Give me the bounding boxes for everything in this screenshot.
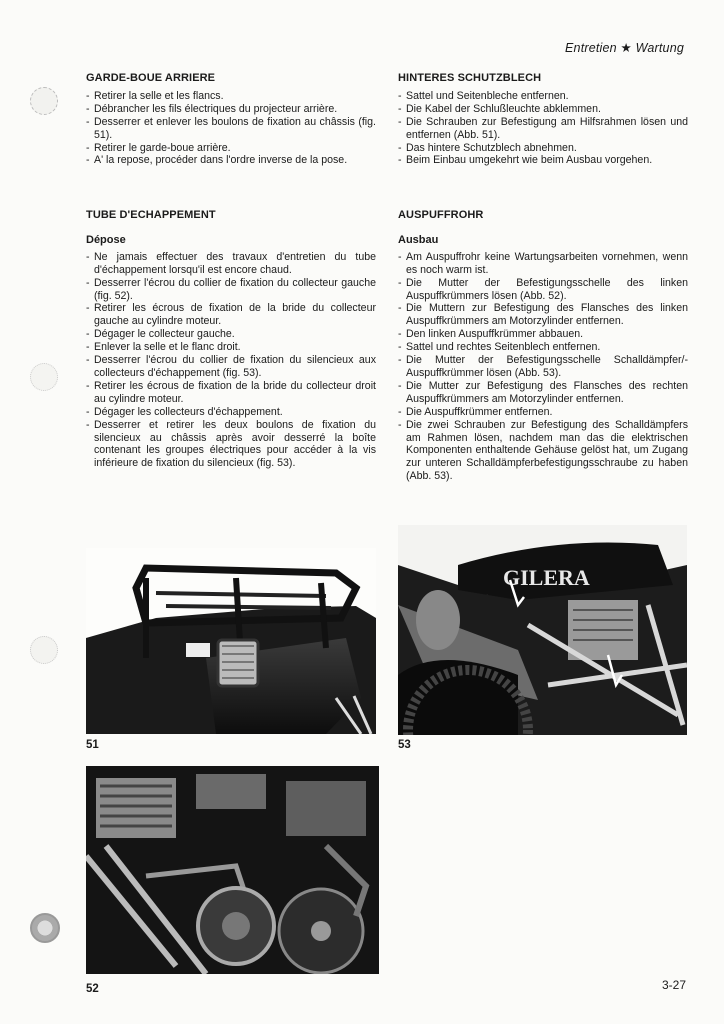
list-item: - Ne jamais effectuer des travaux d'entretien du tube d'échappement lorsqu'il est encore chaud. <box>86 251 376 277</box>
punch-hole-lower <box>30 636 58 664</box>
figure-51-number: 51 <box>86 739 99 751</box>
list-item: - Dégager les collecteurs d'échappement. <box>86 406 376 419</box>
list-item: - A' la repose, procéder dans l'ordre inverse de la pose. <box>86 154 376 167</box>
list-item: - Retirer les écrous de fixation de la bride du collecteur droit au cylindre moteur. <box>86 380 376 406</box>
figure-53-number: 53 <box>398 739 411 751</box>
section-title-echappement: TUBE D'ECHAPPEMENT <box>86 209 216 221</box>
column-french <box>86 72 376 167</box>
list-echappement-fr <box>86 251 376 470</box>
list-item: - Enlever la selle et le flanc droit. <box>86 341 376 354</box>
list-item: - Retirer les écrous de fixation de la bride du collecteur gauche au cylindre moteur. <box>86 302 376 328</box>
figure-53-photo <box>398 525 687 735</box>
section-title-garde-boue: GARDE-BOUE ARRIERE <box>86 72 216 84</box>
list-item: - Sattel und rechtes Seitenblech entfernen. <box>398 341 688 354</box>
list-item: - Das hintere Schutzblech abnehmen. <box>398 142 688 155</box>
figure-52-number: 52 <box>86 983 99 995</box>
gilera-brand-text: GILERA <box>503 565 590 590</box>
list-schutzblech-de <box>398 90 688 167</box>
list-item: - Retirer la selle et les flancs. <box>86 90 376 103</box>
section-title-auspuffrohr: AUSPUFFROHR <box>398 209 484 221</box>
section-subtitle-ausbau: Ausbau <box>398 233 439 246</box>
page-number: 3-27 <box>661 978 686 992</box>
list-item: - Die Auspuffkrümmer entfernen. <box>398 406 688 419</box>
running-head: Entretien ★ Wartung <box>565 41 684 55</box>
list-item: - Sattel und Seitenbleche entfernen. <box>398 90 688 103</box>
list-item: - Desserrer et retirer les deux boulons de fixation du silencieux au châssis après avoir desserré la boîte contenant les groupes électriques pour accéder à la vis inférieure de fixation du silencieux (fig. 53). <box>86 419 376 471</box>
list-item: - Retirer le garde-boue arrière. <box>86 142 376 155</box>
list-item: - Desserrer l'écrou du collier de fixation du silencieux aux collecteurs d'échappement (fig. 53). <box>86 354 376 380</box>
figure-52-illustration <box>86 766 379 974</box>
column-german <box>398 72 688 167</box>
list-item: - Desserrer l'écrou du collier de fixation du collecteur gauche (fig. 52). <box>86 277 376 303</box>
list-item: - Beim Einbau umgekehrt wie beim Ausbau vorgehen. <box>398 154 688 167</box>
list-item: - Débrancher les fils électriques du projecteur arrière. <box>86 103 376 116</box>
punch-hole-middle <box>30 363 58 391</box>
column-french-exhaust <box>86 209 376 470</box>
list-item: - Die zwei Schrauben zur Befestigung des Schalldämpfers am Rahmen lösen, nachdem man das die elektrischen Komponenten enthaltende Gehäuse gelöst hat, um Zugang zur unteren Schalldämpferbefestigungsschraube zu haben (Abb. 53). <box>398 419 688 484</box>
list-item: - Die Mutter zur Befestigung des Flansches des rechten Auspuffkrümmers am Motorzylinder entfernen. <box>398 380 688 406</box>
punch-hole-top <box>30 87 58 115</box>
list-auspuffrohr-de <box>398 251 688 483</box>
list-item: - Den linken Auspuffkrümmer abbauen. <box>398 328 688 341</box>
list-item: - Am Auspuffrohr keine Wartungsarbeiten vornehmen, wenn es noch warm ist. <box>398 251 688 277</box>
column-german-exhaust <box>398 209 688 483</box>
section-title-schutzblech: HINTERES SCHUTZBLECH <box>398 72 542 84</box>
list-item: - Die Kabel der Schlußleuchte abklemmen. <box>398 103 688 116</box>
list-item: - Die Mutter der Befestigungsschelle Schalldämpfer/-Auspuffkrümmer lösen (Abb. 53). <box>398 354 688 380</box>
section-subtitle-depose: Dépose <box>86 233 126 246</box>
figure-51-photo <box>86 548 376 734</box>
list-item: - Die Schrauben zur Befestigung am Hilfsrahmen lösen und entfernen (Abb. 51). <box>398 116 688 142</box>
figure-52-photo <box>86 766 379 974</box>
figure-51-illustration <box>86 548 376 734</box>
punch-hole-bottom <box>30 913 60 943</box>
list-garde-boue-fr <box>86 90 376 167</box>
list-item: - Die Mutter der Befestigungsschelle des linken Auspuffkrümmers lösen (Abb. 52). <box>398 277 688 303</box>
list-item: - Desserrer et enlever les boulons de fixation au châssis (fig. 51). <box>86 116 376 142</box>
list-item: - Die Muttern zur Befestigung des Flansches des linken Auspuffkrümmers am Motorzylinder entfernen. <box>398 302 688 328</box>
list-item: - Dégager le collecteur gauche. <box>86 328 376 341</box>
figure-53-illustration <box>398 525 687 735</box>
